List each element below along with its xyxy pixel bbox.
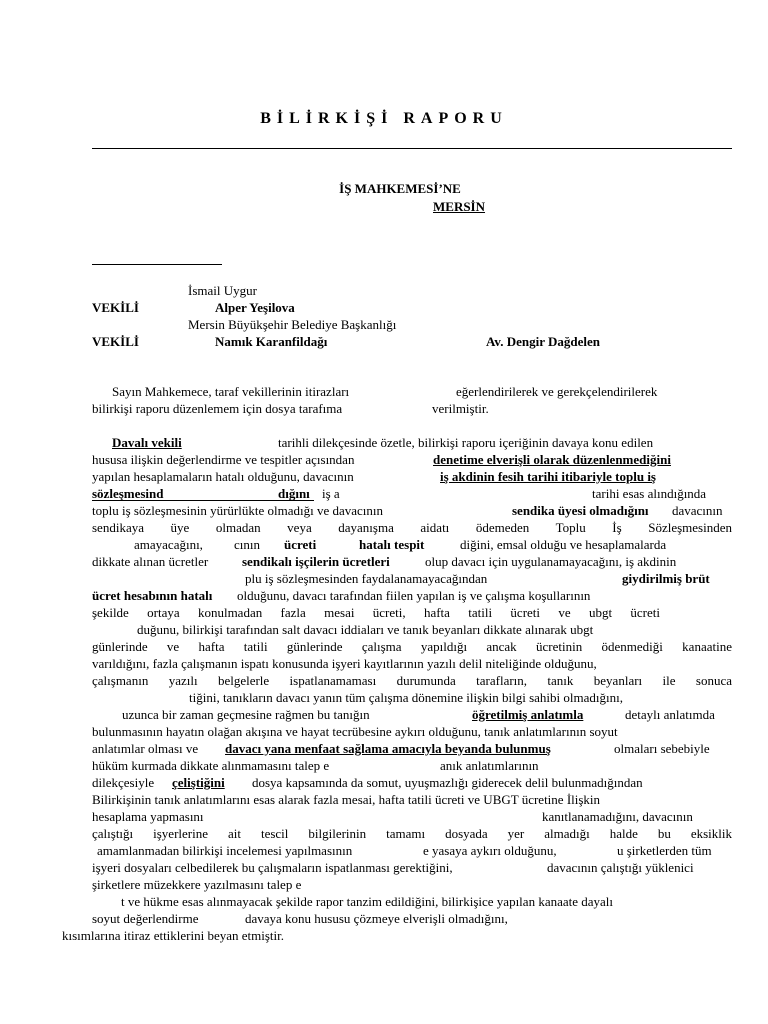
text-line: davacının — [672, 503, 723, 518]
title-divider — [92, 148, 732, 149]
defendant-lawyer-ref: Davalı vekili — [112, 435, 182, 450]
text-line: şekilde ortaya konulmadan fazla mesai ücreti, hafta tatili ücreti ve ubgt ücreti — [92, 605, 660, 620]
plaintiff-lawyer-name: Alper Yeşilova — [215, 300, 295, 315]
text-line: cının — [234, 537, 260, 552]
defendant-lawyer-label: VEKİLİ — [92, 334, 139, 349]
text-line: hususa ilişkin değerlendirme ve tespitler açısından — [92, 452, 355, 467]
plaintiff-name: İsmail Uygur — [188, 283, 257, 298]
text-line: u şirketlerden tüm — [617, 843, 712, 858]
emphasis-text: davacı yana menfaat sağlama amacıyla beyanda bulunmuş — [225, 741, 551, 756]
text-line: davaya konu hususu çözmeye elverişli olmadığını, — [245, 911, 508, 926]
text-fragment: dığını — [278, 486, 310, 501]
text-line: Sayın Mahkemece, taraf vekillerinin itirazları — [112, 384, 350, 399]
emphasis-text: hatalı tespit — [359, 537, 425, 552]
text-fragment: sözleşmesind — [92, 486, 164, 501]
report-title: BİLİRKİŞİ RAPORU — [260, 110, 508, 127]
text-line: varıldığını, fazla çalışmanın ispatı konusunda işyeri kayıtlarının yazılı delil niteliğinde olduğunu, — [92, 656, 597, 671]
text-line: plu iş sözleşmesinden faydalanamayacağından — [245, 571, 488, 586]
text-line: iş a — [322, 486, 340, 501]
emphasis-text: sendika üyesi olmadığını — [512, 503, 649, 518]
text-line: Bilirkişinin tanık anlatımlarını esas alarak fazla mesai, hafta tatili ücreti ve UBGT ücretine İlişkin — [92, 792, 601, 807]
court-city: MERSİN — [433, 199, 486, 214]
text-line: tarihi esas alındığında — [592, 486, 707, 501]
emphasis-text: denetime elverişli olarak düzenlenmediğini — [433, 452, 671, 467]
expert-name: Av. Dengir Dağdelen — [486, 334, 600, 349]
text-line: sendikaya üye olmadan veya dayanışma aidatı ödemeden Toplu İş Sözleşmesinden — [92, 520, 732, 535]
file-number-line — [92, 264, 222, 265]
plaintiff-lawyer-label: VEKİLİ — [92, 300, 139, 315]
text-line: yapılan hesaplamaların hatalı olduğunu, davacının — [92, 469, 354, 484]
text-line: olup davacı için uygulanamayacağını, iş akdinin — [425, 554, 677, 569]
objection-paragraph — [62, 434, 732, 944]
text-line: kanıtlanamadığını, davacının — [542, 809, 693, 824]
text-line: t ve hükme esas alınmayacak şekilde rapor tanzim edildiğini, bilirkişice yapılan kanaate dayalı — [121, 894, 614, 909]
text-line: detaylı anlatımda — [625, 707, 715, 722]
text-line: dilekçesiyle — [92, 775, 155, 790]
text-line: günlerinde ve hafta tatili günlerinde çalışma yapıldığı ancak ücretinin ödenmediği kanaatine — [92, 639, 732, 654]
intro-paragraph — [92, 383, 732, 417]
text-line: duğunu, bilirkişi tarafından salt davacı iddiaları ve tanık beyanları dikkate alınarak ubgt — [137, 622, 594, 637]
text-line: kısımlarına itiraz ettiklerini beyan etmiştir. — [62, 928, 285, 943]
text-line: çalıştığı işyerlerine ait tescil bilgilerinin tamamı dosyada yer almadığı halde bu eksiklik — [92, 826, 732, 841]
text-line: dosya kapsamında da somut, uyuşmazlığı giderecek delil bulunmadığından — [252, 775, 643, 790]
emphasis-text: iş akdinin fesih tarihi itibariyle toplu iş — [440, 469, 656, 484]
text-line: davacının çalıştığı yüklenici — [547, 860, 694, 875]
emphasis-text: öğretilmiş anlatımla — [472, 707, 584, 722]
text-line: bilirkişi raporu düzenlemem için dosya tarafıma — [92, 401, 343, 416]
text-line: olmaları sebebiyle — [614, 741, 710, 756]
text-line: e yasaya aykırı olduğunu, — [423, 843, 557, 858]
text-line: çalışmanın yazılı belgelerle ispatlanamaması durumunda tarafların, tanık beyanları ile sonuca — [92, 673, 732, 688]
text-line: amayacağını, — [134, 537, 203, 552]
text-line: verilmiştir. — [432, 401, 489, 416]
emphasis-text — [92, 485, 314, 501]
text-line: bulunmasının hayatın olağan akışına ve hayat tecrübesine aykırı olduğunu, tanık anlatımlarının soyut — [92, 724, 618, 739]
text-line: şirketlere müzekkere yazılmasını talep e — [92, 877, 302, 892]
text-line: uzunca bir zaman geçmesine rağmen bu tanığın — [122, 707, 370, 722]
text-line: olduğunu, davacı tarafından fiilen yapılan iş ve çalışma koşullarının — [237, 588, 591, 603]
text-line: anık anlatımlarının — [440, 758, 539, 773]
text-line: tarihli dilekçesinde özetle, bilirkişi raporu içeriğinin davaya konu edilen — [278, 435, 654, 450]
text-line: işyeri dosyaları celbedilerek bu çalışmaların ispatlanması gerektiğini, — [92, 860, 453, 875]
text-line: amamlanmadan bilirkişi incelemesi yapılmasının — [97, 843, 353, 858]
text-line: dikkate alınan ücretler — [92, 554, 209, 569]
text-line: toplu iş sözleşmesinin yürürlükte olmadığı ve davacının — [92, 503, 384, 518]
text-line: soyut değerlendirme — [92, 911, 199, 926]
court-name: İŞ MAHKEMESİ’NE — [339, 181, 461, 196]
text-line: diğini, emsal olduğu ve hesaplamalarda — [460, 537, 667, 552]
emphasis-text: çeliştiğini — [172, 775, 225, 790]
text-line: anlatımlar olması ve — [92, 741, 199, 756]
emphasis-text: giydirilmiş brüt — [622, 571, 710, 586]
text-line: hesaplama yapmasını — [92, 809, 204, 824]
defendant-lawyer-name: Namık Karanfildağı — [215, 334, 328, 349]
defendant-name: Mersin Büyükşehir Belediye Başkanlığı — [188, 317, 397, 332]
text-line: hüküm kurmada dikkate alınmamasını talep e — [92, 758, 330, 773]
emphasis-text: sendikalı işçilerin ücretleri — [242, 554, 390, 569]
text-line: eğerlendirilerek ve gerekçelendirilerek — [456, 384, 658, 399]
text-line: tiğini, tanıkların davacı yanın tüm çalışma dönemine ilişkin bilgi sahibi olmadığını, — [189, 690, 623, 705]
emphasis-text: ücreti — [284, 537, 317, 552]
emphasis-text: ücret hesabının hatalı — [92, 588, 213, 603]
